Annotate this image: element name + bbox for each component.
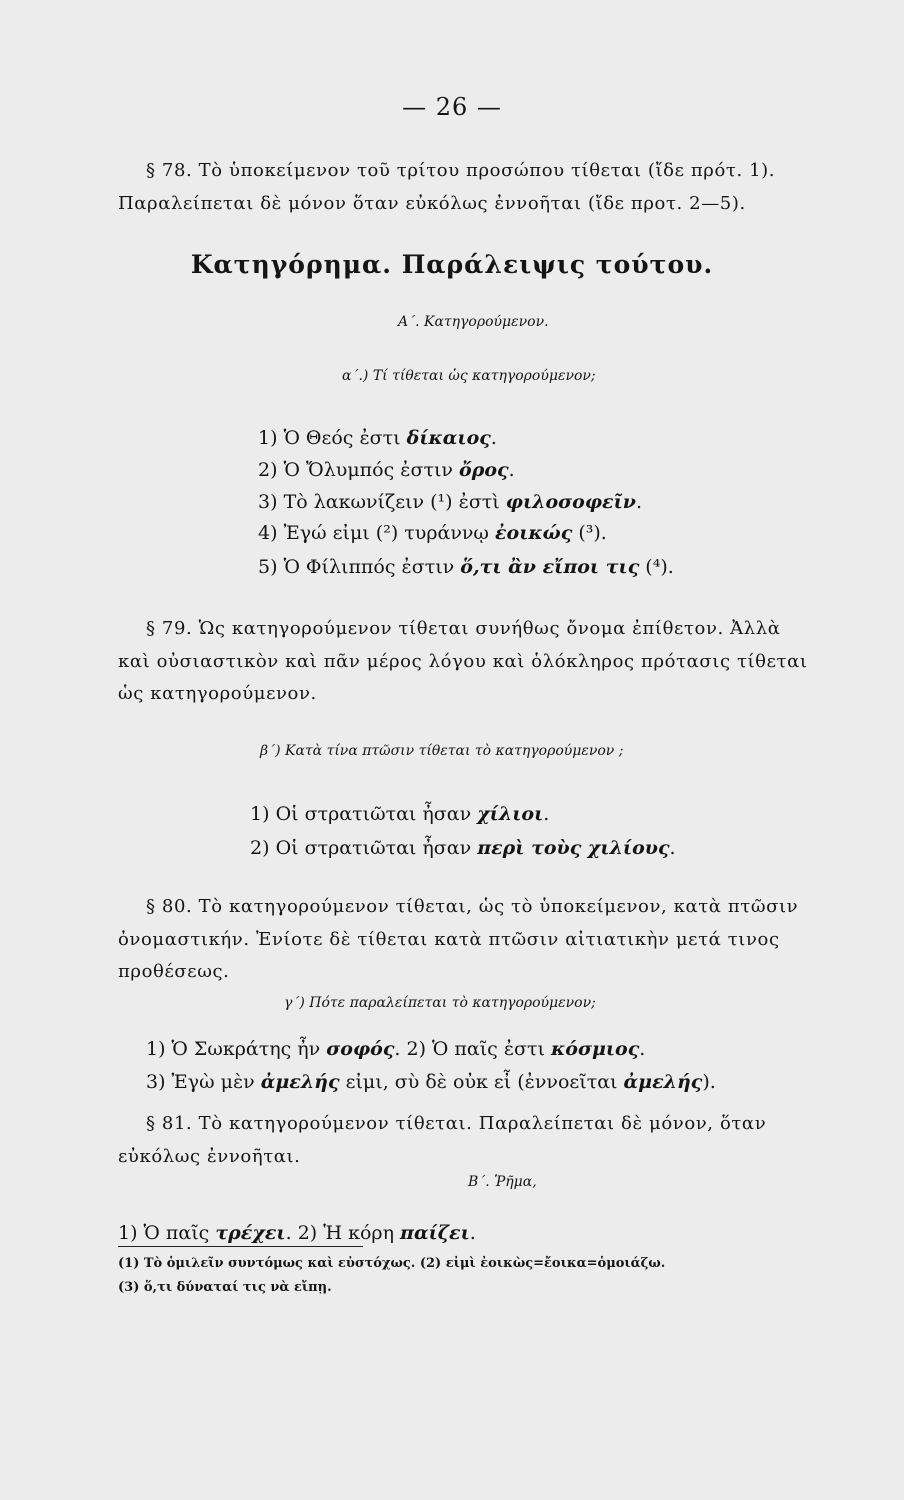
s81-line-2: εὐκόλως ἐννοῆται. <box>118 1146 301 1167</box>
s79-line-3: ὡς κατηγορούμενον. <box>118 683 317 704</box>
s78-line-1: § 78. Τὸ ὑποκείμενον τοῦ τρίτου προσώπου τίθεται (ἴδε πρότ. 1). <box>146 160 776 181</box>
subheading-A: Α΄. Κατηγορούμενον. <box>398 314 549 330</box>
subheading-gamma: γ΄) Πότε παραλείπεται τὸ κατηγορούμενον; <box>284 995 596 1011</box>
s79-line-1: § 79. Ὡς κατηγορούμενον τίθεται συνήθως ὄνομα ἐπίθετον. Ἀλλὰ <box>146 618 781 639</box>
footnote-2: (3) ὅ,τι δύναταί τις νὰ εἴπῃ. <box>118 1280 332 1295</box>
page-number: — 26 — <box>402 93 502 121</box>
example-a-3: 3) Τὸ λακωνίζειν (¹) ἐστὶ φιλοσοφεῖν. <box>258 491 643 513</box>
example-b-2: 2) Οἱ στρατιῶται ἦσαν περὶ τοὺς χιλίους. <box>250 837 676 859</box>
footnote-rule <box>118 1246 363 1247</box>
subheading-B: Β΄. Ῥῆμα, <box>468 1174 537 1190</box>
s79-line-2: καὶ οὐσιαστικὸν καὶ πᾶν μέρος λόγου καὶ ὁλόκληρος πρότασις τίθεται <box>118 651 808 672</box>
example-a-4: 4) Ἐγώ εἰμι (²) τυράννῳ ἐοικώς (³). <box>258 522 607 544</box>
footnote-1: (1) Τὸ ὁμιλεῖν συντόμως καὶ εὐστόχως. (2) εἰμὶ ἐοικὼς=ἔοικα=ὁμοιάζω. <box>118 1256 666 1271</box>
s80-line-2: ὀνομαστικήν. Ἐνίοτε δὲ τίθεται κατὰ πτῶσιν αἰτιατικὴν μετά τινος <box>118 929 780 950</box>
example-c-1: 1) Ὁ Σωκράτης ἦν σοφός. 2) Ὁ παῖς ἐστι κόσμιος. <box>146 1038 646 1060</box>
s78-line-2: Παραλείπεται δὲ μόνον ὅταν εὐκόλως ἐννοῆται (ἴδε προτ. 2—5). <box>118 193 746 214</box>
example-a-2: 2) Ὁ Ὄλυμπός ἐστιν ὄρος. <box>258 459 515 481</box>
section-heading: Κατηγόρημα. Παράλειψις τούτου. <box>190 250 714 279</box>
s81-line-1: § 81. Τὸ κατηγορούμενον τίθεται. Παραλείπεται δὲ μόνον, ὅταν <box>146 1113 767 1134</box>
example-a-5: 5) Ὁ Φίλιππός ἐστιν ὅ,τι ἂν εἴποι τις (⁴). <box>258 556 674 578</box>
example-c-2: 3) Ἐγὼ μὲν ἀμελής εἰμι, σὺ δὲ οὐκ εἶ (ἐννοεῖται ἀμελής). <box>146 1071 716 1093</box>
subheading-alpha: α΄.) Τί τίθεται ὡς κατηγορούμενον; <box>342 368 596 384</box>
example-b-1: 1) Οἱ στρατιῶται ἦσαν χίλιοι. <box>250 803 550 825</box>
s80-line-1: § 80. Τὸ κατηγορούμενον τίθεται, ὡς τὸ ὑποκείμενον, κατὰ πτῶσιν <box>146 896 799 917</box>
example-a-1: 1) Ὁ Θεός ἐστι δίκαιος. <box>258 427 497 449</box>
example-B: 1) Ὁ παῖς τρέχει. 2) Ἡ κόρη παίζει. <box>118 1222 476 1244</box>
s80-line-3: προθέσεως. <box>118 961 230 982</box>
subheading-beta: β΄) Κατὰ τίνα πτῶσιν τίθεται τὸ κατηγορούμενον ; <box>260 743 624 759</box>
